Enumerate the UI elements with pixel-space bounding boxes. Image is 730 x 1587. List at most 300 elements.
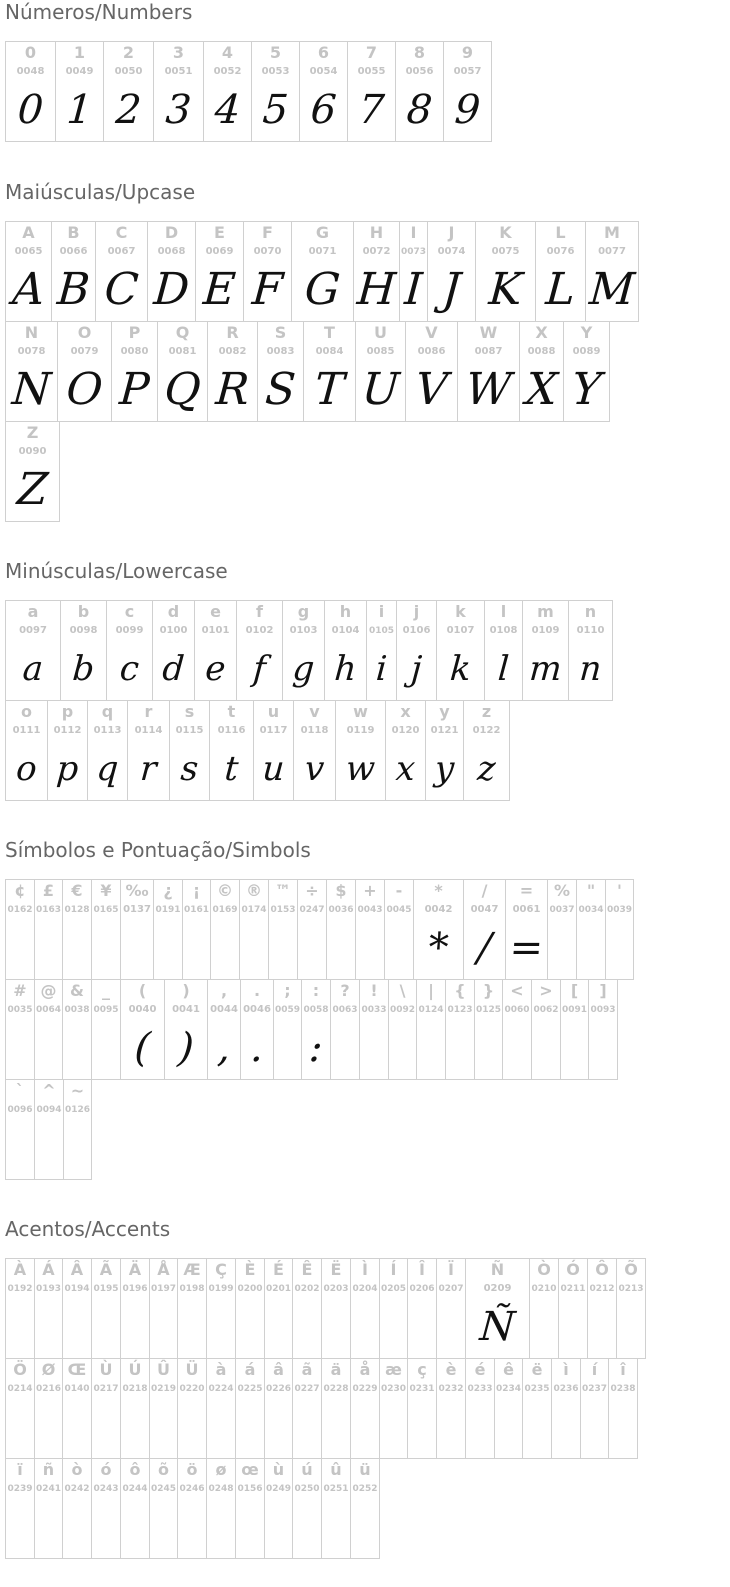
- glyph-cell: [62, 979, 92, 1080]
- glyph-cell: [120, 1458, 150, 1559]
- glyph-code: 0231: [409, 1384, 435, 1394]
- handwritten-glyph: Z: [15, 464, 50, 515]
- handwritten-glyph: W: [464, 364, 513, 415]
- glyph-code: 0043: [357, 905, 383, 915]
- glyph-character: Ò: [537, 1260, 551, 1279]
- glyph-code: 0198: [179, 1284, 205, 1294]
- glyph-cell: [95, 221, 148, 322]
- glyph-cell: [335, 700, 386, 801]
- glyph-character: Å: [157, 1260, 170, 1279]
- glyph-character: -: [395, 881, 403, 900]
- glyph-code: 0095: [93, 1005, 119, 1015]
- glyph-cell: [531, 979, 561, 1080]
- glyph-code: 0210: [531, 1284, 557, 1294]
- glyph-character: Ó: [566, 1260, 580, 1279]
- glyph-cell: [436, 1258, 466, 1359]
- glyph-cell: [425, 700, 464, 801]
- glyph-cell: [120, 979, 165, 1080]
- handwritten-glyph: x: [394, 749, 417, 789]
- handwritten-glyph: N: [10, 364, 53, 415]
- glyph-character: c: [124, 602, 135, 621]
- glyph-cell: [91, 1458, 121, 1559]
- glyph-code: 0200: [237, 1284, 263, 1294]
- glyph-code: 0246: [179, 1484, 205, 1494]
- glyph-character: ù: [272, 1460, 285, 1479]
- glyph-cell: [34, 1358, 63, 1459]
- glyph-character: t: [227, 702, 236, 721]
- glyph-code: 0033: [361, 1005, 387, 1015]
- glyph-character: í: [591, 1360, 598, 1379]
- glyph-character: ü: [359, 1460, 371, 1479]
- glyph-cell: [149, 1358, 178, 1459]
- glyph-character: D: [164, 223, 179, 242]
- glyph-cell: [209, 700, 254, 801]
- glyph-cell: [264, 1358, 293, 1459]
- glyph-code: 0235: [524, 1384, 550, 1394]
- glyph-cell: [5, 1079, 35, 1180]
- glyph-cell: [152, 600, 195, 701]
- glyph-code: 0055: [357, 66, 386, 77]
- glyph-code: 0156: [237, 1484, 263, 1494]
- glyph-character: l: [500, 602, 507, 621]
- glyph-character: ò: [71, 1460, 83, 1479]
- glyph-character: Ä: [128, 1260, 142, 1279]
- glyph-cell: [235, 1358, 265, 1459]
- glyph-code: 0109: [531, 625, 560, 636]
- glyph-code: 0162: [7, 905, 33, 915]
- glyph-code: 0218: [122, 1384, 148, 1394]
- glyph-cell: [587, 1258, 617, 1359]
- glyph-code: 0105: [368, 626, 395, 636]
- glyph-cell: [576, 879, 606, 980]
- glyph-character: H: [369, 223, 384, 242]
- handwritten-glyph: q: [95, 749, 120, 789]
- glyph-cell: [206, 1458, 236, 1559]
- glyph-character: &: [70, 981, 84, 1000]
- glyph-cell: [293, 700, 336, 801]
- glyph-cell: [5, 221, 52, 322]
- glyph-cell: [60, 600, 107, 701]
- glyph-code: 0081: [168, 346, 197, 357]
- glyph-character: ë: [531, 1360, 543, 1379]
- handwritten-glyph: t: [223, 749, 240, 789]
- glyph-character: Œ: [67, 1360, 87, 1379]
- glyph-cell: [127, 700, 170, 801]
- glyph-code: 0090: [18, 446, 47, 457]
- glyph-code: 0034: [578, 905, 604, 915]
- glyph-character: ': [617, 881, 622, 900]
- glyph-character: W: [479, 323, 498, 342]
- handwritten-glyph: z: [476, 749, 497, 789]
- glyph-cell: [62, 1358, 92, 1459]
- glyph-cell: [34, 879, 63, 980]
- glyph-character: %: [553, 881, 571, 900]
- glyph-cell: [5, 879, 35, 980]
- glyph-code: 0247: [299, 905, 325, 915]
- glyph-character: Ø: [41, 1360, 56, 1379]
- handwritten-glyph: B: [55, 264, 92, 315]
- glyph-cell: [436, 600, 485, 701]
- glyph-cell: [494, 1358, 523, 1459]
- glyph-character: M: [604, 223, 620, 242]
- glyph-code: 0201: [265, 1284, 292, 1294]
- glyph-cell: [5, 1458, 35, 1559]
- glyph-cell: [405, 321, 458, 422]
- glyph-code: 0069: [205, 246, 234, 257]
- glyph-cell: [588, 979, 618, 1080]
- glyph-character: b: [77, 602, 90, 621]
- glyph-character: ä: [330, 1360, 342, 1379]
- glyph-code: 0078: [17, 346, 46, 357]
- glyph-character: z: [481, 702, 492, 721]
- glyph-character: â: [273, 1360, 284, 1379]
- handwritten-glyph: Q: [162, 364, 203, 415]
- glyph-character: =: [519, 881, 534, 900]
- glyph-character: €: [71, 881, 83, 900]
- glyph-code: 0174: [241, 905, 267, 915]
- glyph-character: n: [584, 602, 597, 621]
- glyph-code: 0169: [212, 905, 238, 915]
- glyph-cell: [164, 979, 208, 1080]
- glyph-character: @: [40, 981, 57, 1000]
- glyph-cell: [519, 321, 564, 422]
- glyph-cell: [522, 600, 569, 701]
- glyph-cell: [153, 879, 183, 980]
- glyph-cell: [427, 221, 476, 322]
- glyph-cell: [297, 879, 327, 980]
- glyph-character: Í: [390, 1260, 397, 1279]
- glyph-cell: [522, 1358, 552, 1459]
- glyph-code: 0205: [380, 1284, 407, 1294]
- glyph-code: 0211: [560, 1284, 586, 1294]
- glyph-code: 0203: [323, 1284, 349, 1294]
- glyph-cell: [195, 221, 244, 322]
- glyph-cell: [111, 321, 158, 422]
- glyph-cell: [34, 1458, 63, 1559]
- glyph-character: ": [586, 881, 596, 900]
- glyph-character: ÷: [305, 881, 319, 900]
- glyph-character: R: [226, 323, 239, 342]
- glyph-cell: [457, 321, 520, 422]
- glyph-cell: [62, 879, 92, 980]
- glyph-code: 0100: [159, 625, 188, 636]
- glyph-cell: [147, 221, 196, 322]
- glyph-cell: [34, 1258, 63, 1359]
- glyph-code: 0120: [391, 725, 420, 736]
- glyph-character: d: [167, 602, 180, 621]
- glyph-character: k: [455, 602, 466, 621]
- glyph-character: 5: [269, 43, 282, 62]
- glyph-cell: [505, 879, 548, 980]
- glyph-character: ~: [70, 1081, 85, 1100]
- glyph-character: ): [182, 981, 190, 1000]
- glyph-character: ®: [246, 881, 262, 900]
- glyph-code: 0056: [405, 66, 434, 77]
- glyph-cell: [465, 1358, 495, 1459]
- glyph-code: 0058: [303, 1005, 329, 1015]
- glyph-character: ú: [301, 1460, 313, 1479]
- glyph-code: 0197: [150, 1284, 177, 1294]
- glyph-code: 0236: [553, 1384, 579, 1394]
- glyph-character: ¢: [14, 881, 26, 900]
- glyph-code: 0104: [331, 625, 360, 636]
- glyph-code: 0070: [253, 246, 282, 257]
- glyph-character: ¿: [163, 881, 173, 900]
- glyph-character: w: [353, 702, 368, 721]
- glyph-character: ê: [503, 1360, 514, 1379]
- glyph-code: 0241: [35, 1484, 62, 1494]
- handwritten-glyph: D: [152, 264, 191, 315]
- glyph-cell: [264, 1258, 293, 1359]
- handwritten-glyph: o: [14, 749, 39, 789]
- handwritten-glyph: :: [307, 1025, 325, 1071]
- glyph-cell: [57, 321, 112, 422]
- glyph-code: 0072: [362, 246, 391, 257]
- glyph-code: 0125: [475, 1005, 502, 1015]
- handwritten-glyph: K: [487, 264, 524, 315]
- handwritten-glyph: A: [10, 264, 47, 315]
- glyph-cell: [608, 1358, 638, 1459]
- handwritten-glyph: k: [448, 649, 473, 689]
- glyph-code: 0052: [213, 66, 242, 77]
- glyph-code: 0243: [93, 1484, 119, 1494]
- handwritten-glyph: i: [374, 649, 389, 689]
- glyph-cell: [616, 1258, 646, 1359]
- glyph-character: 4: [221, 43, 234, 62]
- glyph-code: 0073: [400, 247, 427, 257]
- glyph-character: j: [413, 602, 420, 621]
- glyph-character: a: [27, 602, 39, 621]
- glyph-code: 0111: [12, 725, 41, 736]
- glyph-character: 3: [172, 43, 185, 62]
- glyph-cell: [177, 1458, 207, 1559]
- glyph-cell: [436, 1358, 466, 1459]
- glyph-cell: [529, 1258, 559, 1359]
- glyph-code: 0062: [533, 1005, 559, 1015]
- glyph-cell: [407, 1358, 437, 1459]
- glyph-character: £: [42, 881, 55, 900]
- glyph-cell: [463, 879, 506, 980]
- glyph-code: 0245: [150, 1484, 177, 1494]
- handwritten-glyph: a: [21, 649, 45, 689]
- glyph-code: 0067: [107, 246, 136, 257]
- glyph-character: |: [428, 981, 434, 1000]
- glyph-character: s: [184, 702, 195, 721]
- glyph-code: 0199: [208, 1284, 234, 1294]
- glyph-character: ¥: [100, 881, 112, 900]
- glyph-cell: [321, 1458, 351, 1559]
- glyph-code: 0207: [438, 1284, 464, 1294]
- handwritten-glyph: s: [179, 749, 200, 789]
- glyph-character: C: [115, 223, 128, 242]
- handwritten-glyph: R: [214, 364, 251, 415]
- glyph-code: 0044: [210, 1004, 238, 1015]
- glyph-cell: [63, 1079, 92, 1180]
- glyph-code: 0121: [430, 725, 459, 736]
- glyph-cell: [291, 221, 354, 322]
- glyph-cell: [388, 979, 417, 1080]
- glyph-character: î: [620, 1360, 626, 1379]
- handwritten-glyph: E: [201, 264, 238, 315]
- glyph-character: ©: [217, 881, 233, 900]
- glyph-code: 0050: [114, 66, 143, 77]
- glyph-character: Û: [157, 1360, 170, 1379]
- handwritten-glyph: ,: [215, 1025, 232, 1071]
- handwritten-glyph: v: [303, 749, 326, 789]
- glyph-cell: [350, 1258, 380, 1359]
- handwritten-glyph: b: [71, 649, 96, 689]
- glyph-code: 0035: [7, 1005, 33, 1015]
- glyph-code: 0193: [35, 1284, 62, 1294]
- glyph-cell: [91, 1358, 121, 1459]
- glyph-character: G: [315, 223, 330, 242]
- glyph-character: æ: [385, 1360, 402, 1379]
- glyph-code: 0161: [183, 905, 210, 915]
- glyph-code: 0217: [93, 1384, 119, 1394]
- glyph-cell: [474, 979, 503, 1080]
- glyph-code: 0230: [380, 1384, 407, 1394]
- handwritten-glyph: T: [313, 364, 346, 415]
- glyph-character: Ï: [448, 1260, 454, 1279]
- handwritten-glyph: X: [524, 364, 559, 415]
- glyph-character: ö: [186, 1460, 198, 1479]
- glyph-cell: [326, 879, 356, 980]
- glyph-cell: [416, 979, 446, 1080]
- glyph-character: ï: [17, 1460, 23, 1479]
- glyph-code: 0216: [35, 1384, 62, 1394]
- glyph-code: 0088: [527, 346, 556, 357]
- glyph-cell: [5, 600, 61, 701]
- glyph-code: 0049: [65, 66, 94, 77]
- glyph-cell: [5, 321, 58, 422]
- handwritten-glyph: O: [64, 364, 105, 415]
- glyph-code: 0061: [512, 904, 541, 915]
- glyph-character: f: [256, 602, 263, 621]
- handwritten-glyph: L: [544, 264, 577, 315]
- glyph-character: ?: [340, 981, 350, 1000]
- glyph-cell: [177, 1358, 207, 1459]
- glyph-code: 0038: [64, 1005, 90, 1015]
- glyph-code: 0102: [245, 625, 274, 636]
- glyph-character: I: [410, 223, 417, 242]
- glyph-code: 0250: [294, 1484, 320, 1494]
- glyph-character: à: [215, 1360, 227, 1379]
- glyph-cell: [560, 979, 589, 1080]
- handwritten-glyph: 4: [213, 87, 242, 133]
- glyph-code: 0063: [332, 1005, 358, 1015]
- glyph-code: 0206: [409, 1284, 435, 1294]
- glyph-cell: [299, 41, 348, 142]
- glyph-code: 0117: [259, 725, 288, 736]
- glyph-cell: [55, 41, 104, 142]
- handwritten-glyph: j: [409, 649, 424, 689]
- glyph-cell: [120, 1258, 150, 1359]
- glyph-code: 0079: [70, 346, 99, 357]
- glyph-code: 0114: [134, 725, 163, 736]
- handwritten-glyph: G: [303, 264, 342, 315]
- glyph-code: 0091: [561, 1005, 588, 1015]
- glyph-character: 2: [122, 43, 135, 62]
- glyph-character: Á: [42, 1260, 55, 1279]
- glyph-character: Ë: [330, 1260, 342, 1279]
- glyph-cell: [535, 221, 586, 322]
- glyph-code: 0040: [128, 1004, 157, 1015]
- glyph-character: .: [253, 981, 261, 1000]
- glyph-character: Ê: [301, 1260, 313, 1279]
- glyph-cell: [103, 41, 154, 142]
- glyph-cell: [385, 700, 426, 801]
- glyph-code: 0165: [93, 905, 119, 915]
- glyph-character: +: [363, 881, 377, 900]
- glyph-character: ã: [301, 1360, 313, 1379]
- glyph-character: g: [297, 602, 310, 621]
- glyph-character: [: [570, 981, 579, 1000]
- glyph-code: 0097: [19, 625, 47, 636]
- glyph-code: 0219: [150, 1384, 177, 1394]
- glyph-character: O: [77, 323, 92, 342]
- glyph-code: 0042: [424, 904, 453, 915]
- handwritten-glyph: u: [261, 749, 286, 789]
- glyph-cell: [268, 879, 298, 980]
- handwritten-glyph: *: [426, 925, 451, 971]
- glyph-code: 0054: [309, 66, 338, 77]
- glyph-cell: [177, 1258, 207, 1359]
- glyph-code: 0075: [491, 246, 520, 257]
- handwritten-glyph: Ñ: [478, 1304, 517, 1350]
- glyph-character: Z: [26, 423, 39, 442]
- handwritten-glyph: c: [118, 649, 141, 689]
- handwritten-glyph: M: [587, 264, 637, 315]
- glyph-code: 0036: [328, 905, 354, 915]
- glyph-cell: [47, 700, 88, 801]
- glyph-cell: [484, 600, 523, 701]
- section-title-numbers: Números/Numbers: [5, 0, 193, 24]
- glyph-cell: [350, 1358, 380, 1459]
- section-title-accents: Acentos/Accents: [5, 1217, 171, 1241]
- glyph-cell: [149, 1458, 178, 1559]
- glyph-code: 0045: [386, 905, 412, 915]
- glyph-cell: [207, 979, 241, 1080]
- glyph-code: 0074: [437, 246, 466, 257]
- glyph-cell: [251, 41, 300, 142]
- glyph-character: Ù: [99, 1360, 113, 1379]
- glyph-code: 0048: [16, 66, 45, 77]
- glyph-character: ,: [220, 981, 228, 1000]
- glyph-code: 0195: [93, 1284, 119, 1294]
- glyph-cell: [5, 41, 56, 142]
- glyph-cell: [257, 321, 304, 422]
- glyph-code: 0153: [270, 905, 296, 915]
- handwritten-glyph: g: [291, 649, 316, 689]
- glyph-character: K: [499, 223, 512, 242]
- glyph-cell: [292, 1258, 322, 1359]
- glyph-cell: [366, 600, 397, 701]
- glyph-character: e: [210, 602, 221, 621]
- glyph-cell: [547, 879, 577, 980]
- glyph-character: Æ: [183, 1260, 201, 1279]
- glyph-code: 0084: [315, 346, 344, 357]
- glyph-code: 0209: [483, 1283, 512, 1294]
- glyph-character: ]: [599, 981, 607, 1000]
- section-title-symbols: Símbolos e Pontuação/Simbols: [5, 838, 311, 862]
- glyph-code: 0192: [7, 1284, 33, 1294]
- glyph-character: ^: [42, 1081, 56, 1100]
- glyph-character: P: [128, 323, 141, 342]
- handwritten-glyph: F: [250, 264, 285, 315]
- glyph-code: 0229: [352, 1384, 378, 1394]
- glyph-character: Î: [419, 1260, 425, 1279]
- glyph-character: É: [273, 1260, 284, 1279]
